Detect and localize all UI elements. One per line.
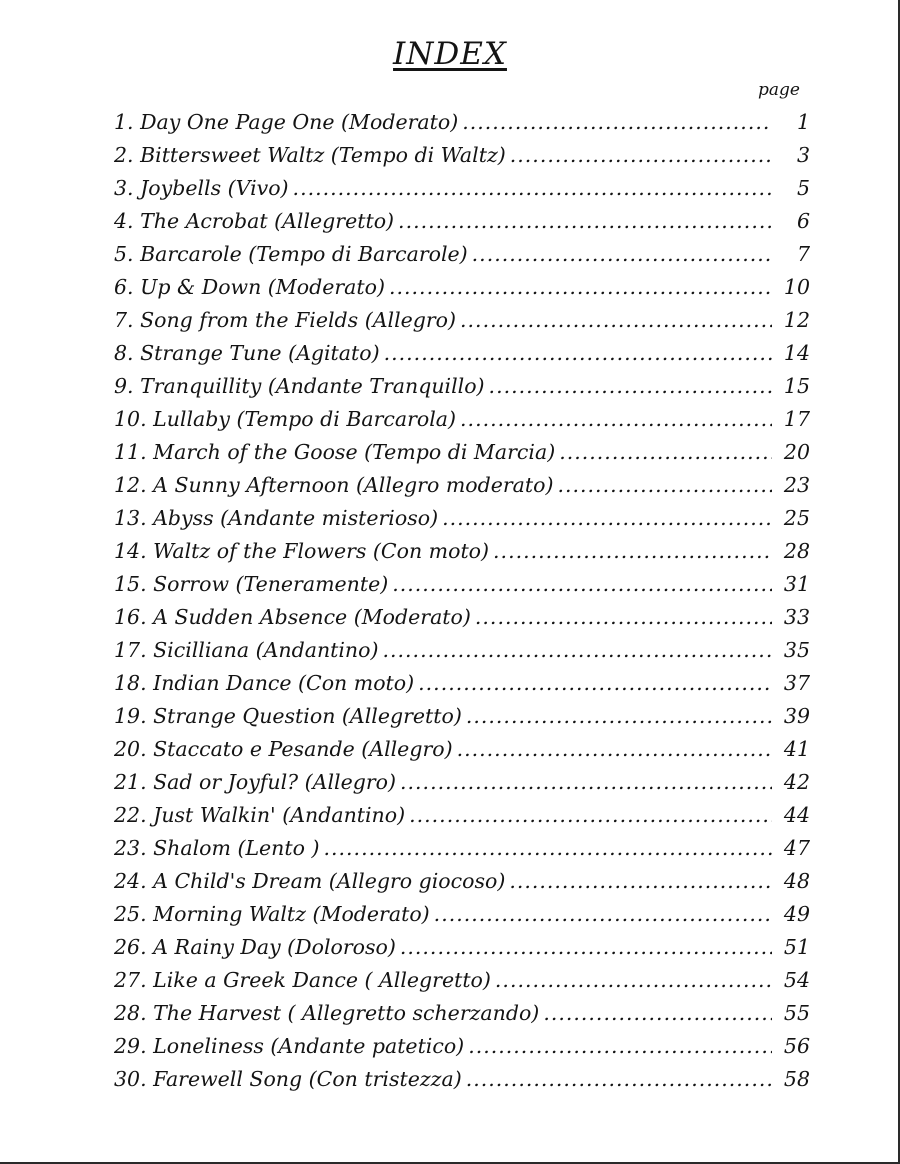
dot-leader [400, 766, 772, 799]
entry-page-number: 51 [783, 935, 810, 959]
entry-title: 3. Joybells (Vivo) [114, 176, 289, 200]
index-entry [114, 205, 810, 238]
index-entry [114, 469, 810, 502]
entry-title: 26. A Rainy Day (Doloroso) [114, 935, 396, 959]
index-entry [114, 799, 810, 832]
dot-leader [389, 271, 772, 304]
entry-title: 16. A Sudden Absence (Moderato) [114, 605, 471, 629]
index-entry [114, 865, 810, 898]
index-entry [114, 766, 810, 799]
index-entry [114, 535, 810, 568]
index-entry [114, 634, 810, 667]
entry-title: 25. Morning Waltz (Moderato) [114, 902, 430, 926]
index-entry [114, 172, 810, 205]
entry-title: 21. Sad or Joyful? (Allegro) [114, 770, 396, 794]
entry-page-number: 33 [783, 605, 810, 629]
index-entry [114, 931, 810, 964]
entry-title: 22. Just Walkin' (Andantino) [114, 803, 406, 827]
entry-title: 17. Sicilliana (Andantino) [114, 638, 379, 662]
index-entry [114, 370, 810, 403]
dot-leader [462, 106, 772, 139]
entry-page-number: 54 [783, 968, 810, 992]
dot-leader [466, 700, 772, 733]
dot-leader [418, 667, 772, 700]
index-entry [114, 997, 810, 1030]
entry-title: 24. A Child's Dream (Allegro giocoso) [114, 869, 506, 893]
dot-leader [493, 535, 772, 568]
index-entry [114, 337, 810, 370]
entry-title: 5. Barcarole (Tempo di Barcarole) [114, 242, 468, 266]
index-entry [114, 1063, 810, 1096]
dot-leader [384, 337, 772, 370]
entry-title: 20. Staccato e Pesande (Allegro) [114, 737, 453, 761]
entry-page-number: 20 [783, 440, 810, 464]
dot-leader [509, 865, 772, 898]
dot-leader [557, 469, 772, 502]
entry-title: 7. Song from the Fields (Allegro) [114, 308, 457, 332]
entry-page-number: 31 [783, 572, 810, 596]
entry-page-number: 28 [783, 539, 810, 563]
entry-title: 8. Strange Tune (Agitato) [114, 341, 380, 365]
index-entry [114, 1030, 810, 1063]
entry-title: 11. March of the Goose (Tempo di Marcia) [114, 440, 556, 464]
index-entry [114, 403, 810, 436]
dot-leader [472, 238, 772, 271]
entry-title: 12. A Sunny Afternoon (Allegro moderato) [114, 473, 554, 497]
index-entry [114, 667, 810, 700]
entry-page-number: 39 [783, 704, 810, 728]
index-entry [114, 898, 810, 931]
entry-page-number: 42 [783, 770, 810, 794]
index-entry [114, 733, 810, 766]
dot-leader [409, 799, 772, 832]
index-list [114, 106, 810, 1096]
dot-leader [382, 634, 772, 667]
entry-page-number: 58 [783, 1067, 810, 1091]
index-entry [114, 238, 810, 271]
entry-page-number: 7 [796, 242, 810, 266]
dot-leader [468, 1030, 772, 1063]
entry-title: 10. Lullaby (Tempo di Barcarola) [114, 407, 457, 431]
entry-page-number: 49 [783, 902, 810, 926]
dot-leader [392, 568, 772, 601]
entry-page-number: 1 [796, 110, 810, 134]
index-entry [114, 436, 810, 469]
entry-title: 2. Bittersweet Waltz (Tempo di Waltz) [114, 143, 506, 167]
entry-page-number: 35 [783, 638, 810, 662]
dot-leader [510, 139, 772, 172]
entry-page-number: 23 [783, 473, 810, 497]
entry-page-number: 47 [783, 836, 810, 860]
entry-title: 29. Loneliness (Andante patetico) [114, 1034, 465, 1058]
dot-leader [400, 931, 772, 964]
entry-title: 27. Like a Greek Dance ( Allegretto) [114, 968, 491, 992]
index-entry [114, 502, 810, 535]
dot-leader [460, 304, 772, 337]
dot-leader [434, 898, 772, 931]
dot-leader [489, 370, 772, 403]
entry-title: 23. Shalom (Lento ) [114, 836, 320, 860]
entry-title: 4. The Acrobat (Allegretto) [114, 209, 395, 233]
dot-leader [457, 733, 772, 766]
entry-title: 14. Waltz of the Flowers (Con moto) [114, 539, 490, 563]
entry-page-number: 37 [783, 671, 810, 695]
dot-leader [398, 205, 772, 238]
dot-leader [495, 964, 772, 997]
entry-title: 1. Day One Page One (Moderato) [114, 110, 459, 134]
index-entry [114, 964, 810, 997]
entry-title: 6. Up & Down (Moderato) [114, 275, 385, 299]
dot-leader [559, 436, 772, 469]
page-title: INDEX [393, 36, 507, 72]
entry-page-number: 41 [783, 737, 810, 761]
index-entry [114, 601, 810, 634]
index-entry [114, 568, 810, 601]
entry-title: 9. Tranquillity (Andante Tranquillo) [114, 374, 485, 398]
dot-leader [323, 832, 772, 865]
entry-title: 30. Farewell Song (Con tristezza) [114, 1067, 462, 1091]
entry-page-number: 56 [783, 1034, 810, 1058]
entry-title: 18. Indian Dance (Con moto) [114, 671, 415, 695]
dot-leader [475, 601, 772, 634]
dot-leader [293, 172, 772, 205]
index-entry [114, 832, 810, 865]
dot-leader [466, 1063, 772, 1096]
entry-title: 13. Abyss (Andante misterioso) [114, 506, 439, 530]
index-entry [114, 139, 810, 172]
dot-leader [460, 403, 772, 436]
entry-page-number: 14 [783, 341, 810, 365]
index-entry [114, 700, 810, 733]
dot-leader [543, 997, 772, 1030]
dot-leader [442, 502, 772, 535]
entry-page-number: 3 [796, 143, 810, 167]
entry-page-number: 48 [783, 869, 810, 893]
entry-page-number: 6 [796, 209, 810, 233]
entry-title: 15. Sorrow (Teneramente) [114, 572, 389, 596]
entry-page-number: 55 [783, 1001, 810, 1025]
entry-page-number: 44 [783, 803, 810, 827]
index-entry [114, 106, 810, 139]
entry-page-number: 10 [783, 275, 810, 299]
index-entry [114, 304, 810, 337]
entry-page-number: 15 [783, 374, 810, 398]
entry-page-number: 5 [796, 176, 810, 200]
entry-title: 28. The Harvest ( Allegretto scherzando) [114, 1001, 540, 1025]
index-entry [114, 271, 810, 304]
entry-page-number: 17 [783, 407, 810, 431]
page-column-label: page [758, 80, 800, 100]
entry-page-number: 25 [783, 506, 810, 530]
entry-page-number: 12 [783, 308, 810, 332]
entry-title: 19. Strange Question (Allegretto) [114, 704, 462, 728]
